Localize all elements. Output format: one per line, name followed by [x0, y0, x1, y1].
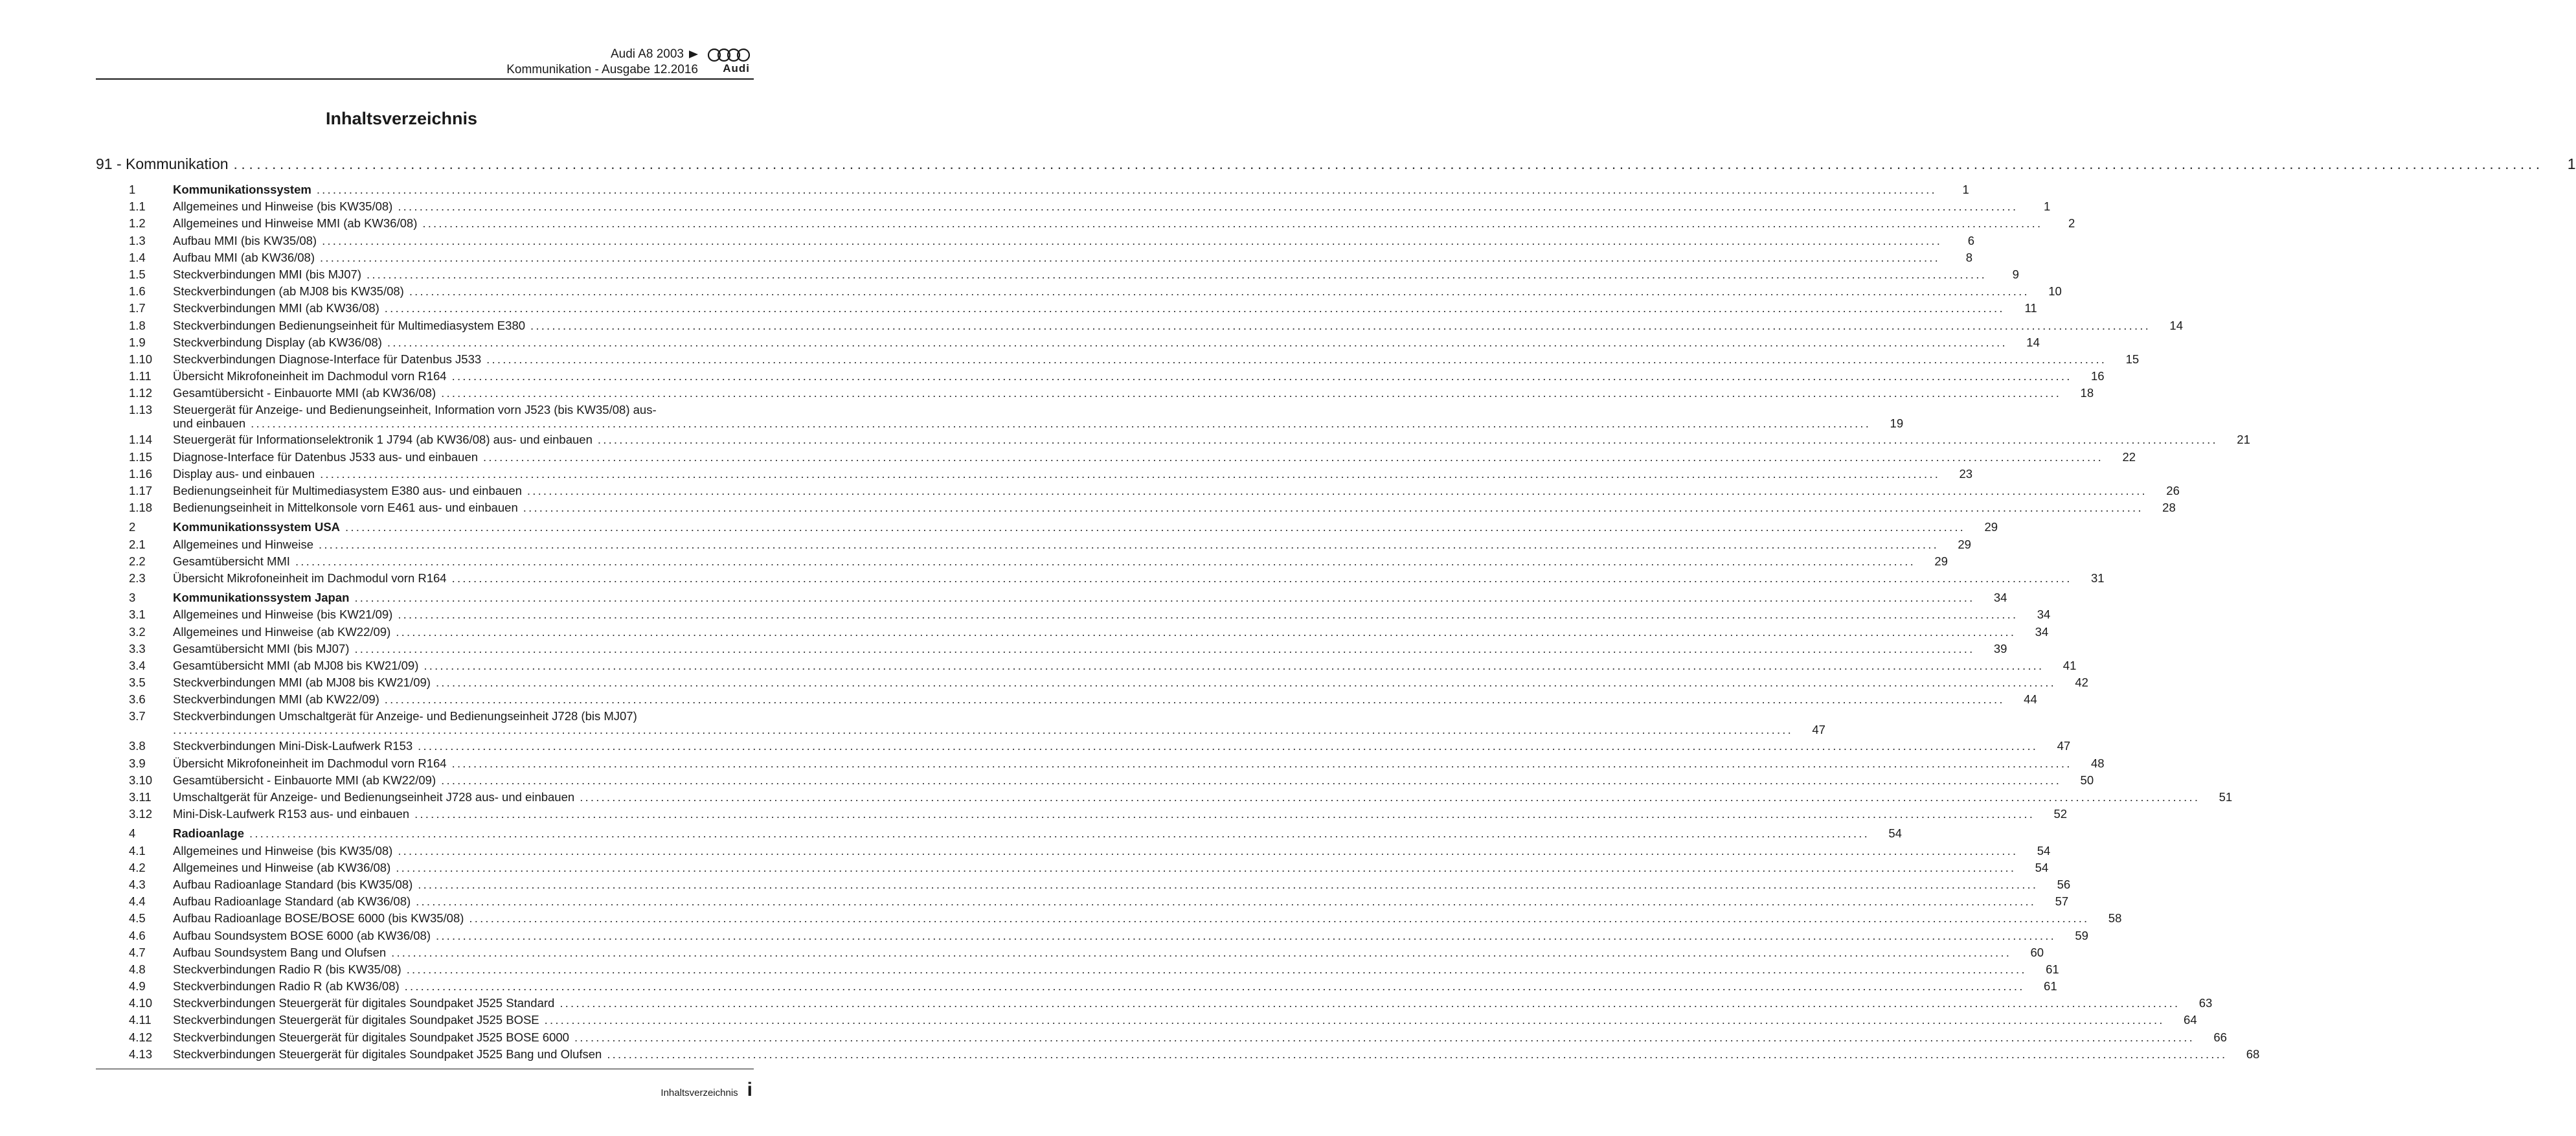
entry-page: 23: [1959, 466, 1973, 481]
entry-number: 1.11: [129, 369, 152, 383]
toc-entry[interactable]: [96, 300, 2037, 317]
entry-page: 64: [2184, 1013, 2197, 1027]
entry-title: Aufbau Radioanlage Standard (ab KW36/08): [173, 894, 411, 909]
entry-title: Allgemeines und Hinweise (bis KW35/08): [173, 843, 393, 858]
entry-title: Steckverbindungen Steuergerät für digitales Soundpaket J525 Standard: [173, 996, 555, 1010]
entry-page: 22: [2122, 449, 2136, 464]
entry-title: Steckverbindungen (ab MJ08 bis KW35/08): [173, 284, 404, 299]
leader-dots: ............................................................................................................................................................................................................................................................................................................: [409, 284, 2029, 299]
entry-title: Steuergerät für Anzeige- und Bedienungseinheit, Information vorn J523 (bis KW35/08) aus-: [173, 403, 657, 417]
entry-number: 1.13: [129, 403, 153, 417]
leader-dots: ............................................................................................................................................................................................................................................................................................................: [559, 996, 2180, 1010]
entry-number: 4.10: [129, 996, 153, 1010]
entry-title: Display aus- und einbauen: [173, 466, 315, 481]
entry-page: 42: [2075, 676, 2088, 690]
entry-page: 54: [2037, 843, 2051, 858]
entry-number: 1.10: [129, 352, 153, 366]
chapter-title: 91 - Kommunikation: [96, 155, 229, 172]
entry-number: 3.2: [129, 624, 146, 639]
toc-entry[interactable]: [96, 431, 2250, 448]
entry-number: 1.18: [129, 501, 153, 515]
toc-entry[interactable]: [96, 944, 2044, 961]
toc-entry[interactable]: [96, 910, 2122, 927]
leader-dots: ............................................................................................................................................................................................................................................................................................................: [483, 449, 2104, 464]
entry-number: 1.4: [129, 250, 146, 264]
toc-entry[interactable]: [96, 961, 2059, 978]
entry-title: Steckverbindungen MMI (ab KW36/08): [173, 301, 379, 315]
toc-entry[interactable]: [96, 927, 2088, 944]
entry-number: 4.9: [129, 979, 146, 994]
toc-entry[interactable]: [96, 536, 1971, 553]
toc-entry[interactable]: [96, 789, 2233, 806]
leader-dots: ............................................................................................................................................................................................................................................................................................................: [316, 183, 1937, 196]
entry-title: Aufbau Soundsystem Bang und Olufsen: [173, 945, 387, 959]
entry-page: 44: [2024, 692, 2037, 707]
audi-logo-text: Audi: [723, 62, 750, 74]
entry-number: 1.17: [129, 484, 153, 497]
entry-page: 52: [2053, 807, 2068, 821]
audi-logo: [706, 48, 752, 78]
entry-title: Steckverbindungen MMI (ab MJ08 bis KW21/09): [173, 676, 431, 690]
entry-page: 29: [1934, 554, 1948, 568]
entry-title: Allgemeines und Hinweise (ab KW22/09): [173, 624, 391, 639]
leader-dots: ............................................................................................................................................................................................................................................................................................................: [422, 216, 2043, 231]
leader-dots: ............................................................................................................................................................................................................................................................................................................: [396, 624, 2017, 639]
entry-title: Mini-Disk-Laufwerk R153 aus- und einbauen: [173, 807, 410, 821]
toc-entry[interactable]: [96, 466, 1973, 483]
entry-number: 3.10: [129, 773, 153, 787]
entry-number: 1: [129, 183, 136, 196]
entry-title: Steckverbindungen Bedienungseinheit für Multimediasystem E380: [173, 318, 526, 332]
entry-page: 34: [1993, 591, 2007, 605]
entry-page: 61: [2046, 962, 2059, 976]
entry-page: 29: [1958, 537, 1971, 551]
leader-dots: ............................................................................................................................................................................................................................................................................................................: [173, 723, 1793, 737]
entry-title: Steckverbindungen Radio R (ab KW36/08): [173, 979, 400, 994]
entry-page: 63: [2198, 996, 2213, 1010]
entry-title: Steckverbindungen MMI (bis MJ07): [173, 267, 361, 281]
entry-number: 4.3: [129, 877, 146, 891]
leader-dots: ............................................................................................................................................................................................................................................................................................................: [398, 843, 2018, 858]
toc-section[interactable]: [96, 519, 1998, 536]
entry-title: Allgemeines und Hinweise (ab KW36/08): [173, 860, 391, 874]
entry-page: 1: [1962, 183, 1969, 196]
leader-dots: ............................................................................................................................................................................................................................................................................................................: [249, 826, 1870, 841]
entry-title-wrap: [173, 709, 1793, 736]
entry-title: Steckverbindungen Steuergerät für digitales Soundpaket J525 BOSE: [173, 1013, 539, 1027]
leader-dots: ............................................................................................................................................................................................................................................................................................................: [441, 386, 2062, 400]
leader-dots: ............................................................................................................................................................................................................................................................................................................: [486, 352, 2107, 366]
toc-entry[interactable]: [96, 570, 2105, 587]
entry-title: Radioanlage: [173, 826, 244, 841]
entry-page: 16: [2091, 369, 2105, 383]
toc-entry[interactable]: [96, 755, 2105, 772]
entry-title: Steckverbindungen Mini-Disk-Laufwerk R153: [173, 739, 413, 753]
leader-dots: ............................................................................................................................................................................................................................................................................................................: [320, 250, 1940, 264]
entry-title: Kommunikationssystem Japan: [173, 591, 350, 605]
entry-title: Allgemeines und Hinweise (bis KW35/08): [173, 199, 393, 214]
leader-dots: ............................................................................................................................................................................................................................................................................................................: [251, 416, 1871, 431]
entry-number: 4.8: [129, 962, 146, 976]
page-footer: [661, 1079, 752, 1101]
leader-dots: ............................................................................................................................................................................................................................................................................................................: [418, 739, 2039, 753]
entry-number: 1.15: [129, 449, 153, 464]
page-header: [96, 47, 752, 79]
leader-dots: ............................................................................................................................................................................................................................................................................................................: [404, 979, 2025, 994]
entry-number: 1.1: [129, 199, 146, 214]
entry-title: Aufbau Soundsystem BOSE 6000 (ab KW36/08): [173, 928, 431, 942]
entry-page: 6: [1967, 233, 1975, 247]
entry-number: 3.8: [129, 739, 146, 753]
entry-number: 4.5: [129, 911, 146, 926]
header-model: Audi A8 2003: [610, 47, 684, 61]
leader-dots: ............................................................................................................................................................................................................................................................................................................: [318, 537, 1939, 551]
leader-dots: ............................................................................................................................................................................................................................................................................................................: [607, 1047, 2228, 1061]
leader-dots: ............................................................................................................................................................................................................................................................................................................: [526, 484, 2147, 497]
header-text: [506, 47, 698, 78]
toc-entry[interactable]: [96, 843, 2051, 859]
toc-entry[interactable]: [96, 606, 2051, 623]
toc-entry[interactable]: [96, 385, 2094, 402]
entry-title: Gesamtübersicht MMI: [173, 554, 290, 568]
entry-title: Gesamtübersicht MMI (ab MJ08 bis KW21/09): [173, 658, 419, 672]
entry-page: 14: [2026, 335, 2040, 349]
entry-page: 29: [1984, 520, 1998, 534]
entry-number: 1.7: [129, 301, 146, 315]
toc-entry[interactable]: [96, 995, 2213, 1012]
leader-dots: ............................................................................................................................................................................................................................................................................................................: [354, 591, 1975, 605]
leader-dots: ............................................................................................................................................................................................................................................................................................................: [391, 945, 2012, 959]
toc-entry[interactable]: [96, 317, 2183, 334]
toc-entry[interactable]: [96, 334, 2040, 351]
entry-number: 4.13: [129, 1047, 153, 1061]
entry-title-continued: [173, 723, 1793, 736]
entry-title: Steckverbindung Display (ab KW36/08): [173, 335, 382, 349]
toc-section[interactable]: [96, 825, 1902, 842]
entry-page: 2: [2068, 216, 2075, 231]
toc-section[interactable]: [96, 589, 2007, 606]
toc-entry[interactable]: [96, 283, 2062, 300]
entry-number: 4: [129, 826, 136, 841]
entry-page: 1: [2044, 199, 2051, 214]
toc-chapter[interactable]: [96, 155, 2576, 179]
entry-title: Kommunikationssystem USA: [173, 520, 341, 534]
toc-entry[interactable]: [96, 449, 2136, 466]
entry-number: 3.11: [129, 790, 152, 804]
leader-dots: ............................................................................................................................................................................................................................................................................................................: [451, 571, 2072, 585]
entry-number: 4.1: [129, 843, 146, 858]
entry-page: 21: [2237, 433, 2250, 447]
toc-entry[interactable]: [96, 708, 1825, 738]
toc-section[interactable]: [96, 181, 1969, 198]
entry-title: Übersicht Mikrofoneinheit im Dachmodul vorn R164: [173, 369, 447, 383]
entry-page: 9: [2012, 267, 2019, 281]
entry-title: Allgemeines und Hinweise (bis KW21/09): [173, 608, 393, 622]
footer-label: Inhaltsverzeichnis: [661, 1087, 738, 1098]
toc-entry[interactable]: [96, 624, 2049, 641]
leader-dots: ............................................................................................................................................................................................................................................................................................................: [451, 756, 2072, 770]
header-subtitle: Kommunikation - Ausgabe 12.2016: [506, 63, 698, 76]
entry-title: Gesamtübersicht - Einbauorte MMI (ab KW36/08): [173, 386, 436, 400]
header-divider: [96, 78, 754, 80]
toc-entry[interactable]: [96, 641, 2007, 657]
entry-title: Aufbau MMI (bis KW35/08): [173, 233, 317, 247]
leader-dots: ............................................................................................................................................................................................................................................................................................................: [406, 962, 2027, 976]
audi-rings-icon: [706, 48, 752, 63]
entry-page: 66: [2213, 1030, 2227, 1044]
toc-entry[interactable]: [96, 266, 2019, 283]
toc-entry[interactable]: [96, 249, 1972, 266]
entry-number: 3: [129, 591, 136, 605]
footer-page-number: i: [747, 1079, 752, 1100]
leader-dots: ............................................................................................................................................................................................................................................................................................................: [523, 501, 2143, 515]
entry-page: 56: [2057, 877, 2071, 891]
entry-title: Steckverbindungen MMI (ab KW22/09): [173, 692, 379, 707]
entry-page: 31: [2091, 571, 2105, 585]
entry-number: 1.16: [129, 466, 153, 481]
entry-title: Bedienungseinheit in Mittelkonsole vorn E461 aus- und einbauen: [173, 501, 518, 515]
leader-dots: ............................................................................................................................................................................................................................................................................................................: [544, 1013, 2165, 1027]
leader-dots: ............................................................................................................................................................................................................................................................................................................: [295, 554, 1915, 568]
entry-number: 3.9: [129, 756, 146, 770]
leader-dots: ............................................................................................................................................................................................................................................................................................................: [233, 155, 2544, 172]
toc-entry[interactable]: [96, 859, 2049, 876]
entry-number: 1.6: [129, 284, 146, 299]
toc-entry[interactable]: [96, 806, 2068, 823]
toc-entry[interactable]: [96, 978, 2057, 995]
entry-number: 2: [129, 520, 136, 534]
entry-page: 19: [1890, 416, 1904, 431]
leader-dots: ............................................................................................................................................................................................................................................................................................................: [398, 608, 2018, 622]
entry-title-continued: [173, 416, 1871, 430]
entry-title: Übersicht Mikrofoneinheit im Dachmodul vorn R164: [173, 756, 447, 770]
entry-page: 54: [2035, 860, 2049, 874]
entry-page: 41: [2062, 658, 2077, 672]
entry-page: 34: [2035, 624, 2049, 639]
entry-page: 68: [2246, 1047, 2260, 1061]
entry-number: 4.7: [129, 945, 146, 959]
entry-page: 59: [2075, 928, 2088, 942]
toc-entry[interactable]: [96, 198, 2051, 215]
entry-number: 3.12: [129, 807, 153, 821]
entry-number: 1.9: [129, 335, 146, 349]
toc-entries: [96, 181, 2260, 1063]
toc-entry[interactable]: [96, 553, 1948, 570]
entry-page: 48: [2091, 756, 2105, 770]
entry-page: 47: [2057, 739, 2071, 753]
entry-number: 2.3: [129, 571, 146, 585]
entry-page: 57: [2055, 894, 2069, 909]
toc-entry[interactable]: [96, 499, 2176, 516]
entry-title: Steckverbindungen Umschaltgerät für Anzeige- und Bedienungseinheit J728 (bis MJ07): [173, 709, 637, 723]
leader-dots: ............................................................................................................................................................................................................................................................................................................: [396, 860, 2017, 874]
leader-dots: ............................................................................................................................................................................................................................................................................................................: [398, 199, 2018, 214]
entry-page: 15: [2125, 352, 2140, 366]
toc-entry[interactable]: [96, 483, 2180, 499]
entry-number: 3.7: [129, 709, 146, 723]
toc-entry[interactable]: [96, 657, 2077, 674]
leader-dots: ............................................................................................................................................................................................................................................................................................................: [435, 928, 2056, 942]
entry-page: 60: [2030, 945, 2044, 959]
entry-page: 26: [2166, 484, 2180, 497]
toc-entry[interactable]: [96, 1029, 2227, 1046]
entry-title: Steckverbindungen Diagnose-Interface für Datenbus J533: [173, 352, 482, 366]
entry-title: Gesamtübersicht MMI (bis MJ07): [173, 641, 350, 655]
leader-dots: ............................................................................................................................................................................................................................................................................................................: [416, 894, 2037, 909]
page-title: Inhaltsverzeichnis: [325, 109, 478, 128]
entry-page: 18: [2080, 386, 2094, 400]
entry-title: Allgemeines und Hinweise: [173, 537, 313, 551]
entry-title: Kommunikationssystem: [173, 183, 311, 196]
entry-number: 4.12: [129, 1030, 153, 1044]
entry-number: 1.5: [129, 267, 146, 281]
entry-page: 51: [2219, 790, 2233, 804]
entry-number: 3.3: [129, 641, 146, 655]
leader-dots: ............................................................................................................................................................................................................................................................................................................: [530, 318, 2151, 332]
toc-entry[interactable]: [96, 215, 2075, 232]
entry-page: 47: [1812, 723, 1825, 737]
entry-number: 3.1: [129, 608, 146, 622]
toc-entry[interactable]: [96, 368, 2105, 385]
entry-number: 2.2: [129, 554, 146, 568]
entry-number: 3.6: [129, 692, 146, 707]
leader-dots: ............................................................................................................................................................................................................................................................................................................: [414, 807, 2035, 821]
entry-title: Steckverbindungen Radio R (bis KW35/08): [173, 962, 401, 976]
entry-page: 34: [2037, 608, 2051, 622]
entry-number: 3.4: [129, 658, 146, 672]
toc-entry[interactable]: [96, 691, 2037, 708]
leader-dots: ............................................................................................................................................................................................................................................................................................................: [387, 335, 2007, 349]
entry-title: Steuergerät für Informationselektronik 1 J794 (ab KW36/08) aus- und einbauen: [173, 433, 593, 447]
leader-dots: ............................................................................................................................................................................................................................................................................................................: [469, 911, 2090, 926]
leader-dots: ............................................................................................................................................................................................................................................................................................................: [320, 466, 1941, 481]
leader-dots: ............................................................................................................................................................................................................................................................................................................: [441, 773, 2062, 787]
entry-number: 1.12: [129, 386, 153, 400]
entry-page: 58: [2108, 911, 2122, 926]
toc-entry[interactable]: [96, 233, 1975, 249]
leader-dots: ............................................................................................................................................................................................................................................................................................................: [435, 676, 2056, 690]
entry-title: Aufbau Radioanlage Standard (bis KW35/08): [173, 877, 413, 891]
entry-title: Diagnose-Interface für Datenbus J533 aus- und einbauen: [173, 449, 479, 464]
leader-dots: ............................................................................................................................................................................................................................................................................................................: [580, 790, 2200, 804]
entry-number: 1.8: [129, 318, 146, 332]
leader-dots: ............................................................................................................................................................................................................................................................................................................: [366, 267, 1987, 281]
leader-dots: ............................................................................................................................................................................................................................................................................................................: [597, 433, 2218, 447]
entry-number: 2.1: [129, 537, 146, 551]
toc-entry[interactable]: [96, 893, 2069, 910]
entry-page: 14: [2169, 318, 2183, 332]
table-of-contents: [96, 155, 2576, 1063]
entry-number: 4.4: [129, 894, 146, 909]
entry-number: 3.5: [129, 676, 146, 690]
toc-entry[interactable]: [96, 772, 2094, 789]
entry-number: 4.6: [129, 928, 146, 942]
leader-dots: ............................................................................................................................................................................................................................................................................................................: [384, 301, 2005, 315]
entry-number: 4.2: [129, 860, 146, 874]
leader-dots: ............................................................................................................................................................................................................................................................................................................: [354, 641, 1975, 655]
entry-number: 1.2: [129, 216, 146, 231]
leader-dots: ............................................................................................................................................................................................................................................................................................................: [384, 692, 2005, 707]
entry-title-line2: und einbauen: [173, 416, 246, 431]
entry-title: Allgemeines und Hinweise MMI (ab KW36/08): [173, 216, 418, 231]
entry-number: 1.3: [129, 233, 146, 247]
leader-dots: ............................................................................................................................................................................................................................................................................................................: [418, 877, 2039, 891]
toc-entry[interactable]: [96, 674, 2088, 691]
entry-page: 39: [1993, 641, 2007, 655]
toc-entry[interactable]: [96, 402, 1904, 431]
entry-title: Steckverbindungen Steuergerät für digitales Soundpaket J525 Bang und Olufsen: [173, 1047, 602, 1061]
entry-title: Übersicht Mikrofoneinheit im Dachmodul vorn R164: [173, 571, 447, 585]
entry-title: Steckverbindungen Steuergerät für digitales Soundpaket J525 BOSE 6000: [173, 1030, 569, 1044]
leader-dots: ............................................................................................................................................................................................................................................................................................................: [322, 233, 1943, 247]
toc-entry[interactable]: [96, 876, 2071, 893]
toc-entry[interactable]: [96, 351, 2140, 368]
entry-title: Aufbau MMI (ab KW36/08): [173, 250, 315, 264]
leader-dots: ............................................................................................................................................................................................................................................................................................................: [451, 369, 2072, 383]
toc-entry[interactable]: [96, 1046, 2260, 1063]
entry-page: 10: [2048, 284, 2062, 299]
chapter-page: 1: [2567, 155, 2576, 172]
toc-entry[interactable]: [96, 1012, 2197, 1028]
entry-title-wrap: [173, 403, 1871, 430]
entry-page: 8: [1965, 250, 1972, 264]
arrow-right-icon: [689, 51, 698, 58]
entry-number: 1.14: [129, 433, 153, 447]
entry-page: 11: [2024, 301, 2037, 315]
entry-title: Gesamtübersicht - Einbauorte MMI (ab KW22/09): [173, 773, 436, 787]
entry-page: 61: [2044, 979, 2057, 994]
entry-title: Aufbau Radioanlage BOSE/BOSE 6000 (bis KW35/08): [173, 911, 464, 926]
entry-number: 4.11: [129, 1013, 152, 1027]
entry-page: 50: [2080, 773, 2094, 787]
leader-dots: ............................................................................................................................................................................................................................................................................................................: [424, 658, 2044, 672]
entry-title: Umschaltgerät für Anzeige- und Bedienungseinheit J728 aus- und einbauen: [173, 790, 575, 804]
entry-title: Bedienungseinheit für Multimediasystem E380 aus- und einbauen: [173, 484, 522, 497]
leader-dots: ............................................................................................................................................................................................................................................................................................................: [574, 1030, 2195, 1044]
leader-dots: ............................................................................................................................................................................................................................................................................................................: [345, 520, 1966, 534]
toc-entry[interactable]: [96, 738, 2071, 755]
entry-page: 54: [1888, 826, 1902, 841]
entry-page: 28: [2162, 501, 2176, 515]
